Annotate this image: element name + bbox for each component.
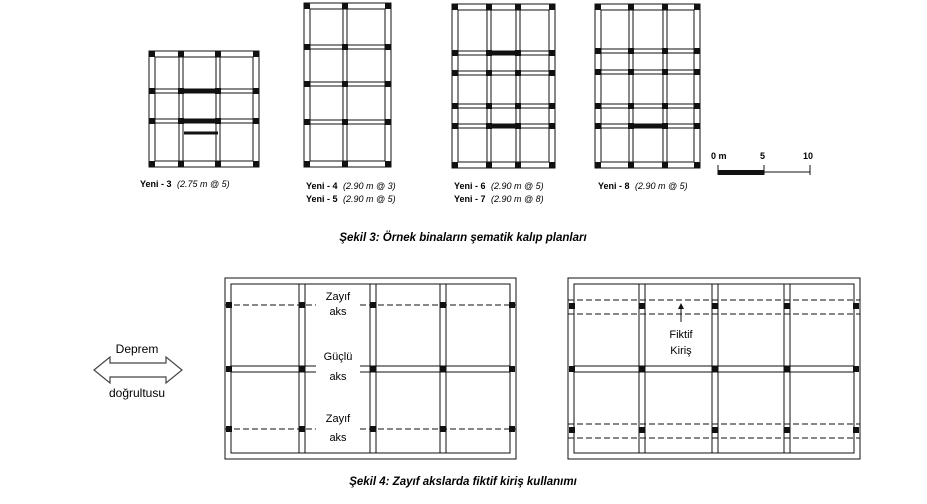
column-mark <box>628 48 634 54</box>
figure3-labels <box>140 179 688 204</box>
direction-label-line2: doğrultusu <box>108 386 166 400</box>
column-mark <box>440 366 446 372</box>
column-mark <box>304 44 310 50</box>
column-mark <box>569 427 575 433</box>
fictive-beam-label-2: Kiriş <box>670 345 692 357</box>
column-mark <box>178 118 184 124</box>
column-mark <box>304 81 310 87</box>
column-mark <box>595 123 601 129</box>
strong-axis-label-1: Güçlü <box>323 351 353 363</box>
column-mark <box>662 69 668 75</box>
column-mark <box>149 161 155 167</box>
column-mark <box>853 303 859 309</box>
column-mark <box>370 302 376 308</box>
plan-yeni-4-5 <box>304 3 391 167</box>
strong-axis-label-2: aks <box>329 371 347 383</box>
figure3-plans <box>149 3 700 168</box>
column-mark <box>784 427 790 433</box>
column-mark <box>178 51 184 57</box>
column-mark <box>149 51 155 57</box>
plan-inner-line <box>155 57 253 161</box>
column-mark <box>784 366 790 372</box>
plan-inner-line <box>601 10 694 162</box>
column-mark <box>370 426 376 432</box>
column-mark <box>385 81 391 87</box>
plan-outer-line <box>149 51 259 167</box>
column-mark <box>452 103 458 109</box>
column-mark <box>712 366 718 372</box>
column-mark <box>299 302 305 308</box>
column-mark <box>694 4 700 10</box>
column-mark <box>299 426 305 432</box>
column-mark <box>385 44 391 50</box>
column-mark <box>253 88 259 94</box>
plan-label-yeni-4: Yeni - 4 (2.90 m @ 3) <box>306 181 396 191</box>
column-mark <box>342 119 348 125</box>
figure3-caption: Şekil 3: Örnek binaların şematik kalıp planları <box>339 232 587 244</box>
scale-bar <box>711 151 813 175</box>
right-plan-labels <box>669 303 693 357</box>
column-mark <box>486 4 492 10</box>
column-mark <box>628 4 634 10</box>
column-mark <box>253 161 259 167</box>
plan-label-yeni-8: Yeni - 8 (2.90 m @ 5) <box>598 181 688 191</box>
column-mark <box>253 51 259 57</box>
plan-label-yeni-7: Yeni - 7 (2.90 m @ 8) <box>454 194 544 204</box>
column-mark <box>628 162 634 168</box>
column-mark <box>694 123 700 129</box>
weak-axis-bottom-label-2: aks <box>329 432 347 444</box>
column-mark <box>509 426 515 432</box>
column-mark <box>662 162 668 168</box>
column-mark <box>662 4 668 10</box>
weak-axis-bottom-label-1: Zayıf <box>325 413 351 425</box>
plan-outer-line <box>595 4 700 168</box>
column-mark <box>452 162 458 168</box>
column-mark <box>253 118 259 124</box>
column-mark <box>549 162 555 168</box>
column-mark <box>712 303 718 309</box>
column-mark <box>342 161 348 167</box>
column-mark <box>662 48 668 54</box>
plan-yeni-6-7 <box>452 4 555 168</box>
column-mark <box>226 426 232 432</box>
column-mark <box>515 103 521 109</box>
column-mark <box>226 366 232 372</box>
column-mark <box>694 48 700 54</box>
column-mark <box>628 69 634 75</box>
column-mark <box>595 48 601 54</box>
column-mark <box>712 427 718 433</box>
column-mark <box>385 161 391 167</box>
column-mark <box>595 4 601 10</box>
column-mark <box>342 3 348 9</box>
plan-right <box>568 278 860 459</box>
column-mark <box>694 103 700 109</box>
column-mark <box>595 69 601 75</box>
column-mark <box>452 4 458 10</box>
column-mark <box>549 50 555 56</box>
column-mark <box>628 103 634 109</box>
column-mark <box>853 366 859 372</box>
column-mark <box>595 162 601 168</box>
column-mark <box>342 44 348 50</box>
column-mark <box>549 103 555 109</box>
column-mark <box>299 366 305 372</box>
plan-left <box>225 278 516 459</box>
column-mark <box>662 103 668 109</box>
column-mark <box>385 3 391 9</box>
column-mark <box>370 366 376 372</box>
figure4-caption: Şekil 4: Zayıf akslarda fiktif kiriş kullanımı <box>349 476 577 488</box>
weak-axis-top-label-2: aks <box>329 306 347 318</box>
column-mark <box>549 123 555 129</box>
earthquake-direction-arrow <box>94 342 182 400</box>
column-mark <box>784 303 790 309</box>
column-mark <box>639 303 645 309</box>
scale-label-10: 10 <box>803 151 814 161</box>
plan-yeni-8 <box>595 4 700 168</box>
column-mark <box>569 366 575 372</box>
scale-label-0: 0 m <box>711 151 727 161</box>
column-mark <box>595 103 601 109</box>
weak-axis-top-label-1: Zayıf <box>325 291 351 303</box>
column-mark <box>149 118 155 124</box>
column-mark <box>639 366 645 372</box>
column-mark <box>549 70 555 76</box>
column-mark <box>486 162 492 168</box>
column-mark <box>452 70 458 76</box>
column-mark <box>515 4 521 10</box>
column-mark <box>385 119 391 125</box>
direction-label-line1: Deprem <box>115 342 159 356</box>
column-mark <box>486 70 492 76</box>
column-mark <box>304 3 310 9</box>
column-mark <box>549 4 555 10</box>
column-mark <box>342 81 348 87</box>
column-mark <box>694 162 700 168</box>
column-mark <box>569 303 575 309</box>
column-mark <box>694 69 700 75</box>
column-mark <box>509 366 515 372</box>
scale-label-5: 5 <box>760 151 766 161</box>
column-mark <box>515 162 521 168</box>
column-mark <box>515 70 521 76</box>
column-mark <box>215 161 221 167</box>
left-plan-labels <box>316 288 360 444</box>
plan-label-yeni-3: Yeni - 3 (2.75 m @ 5) <box>140 179 230 189</box>
column-mark <box>452 123 458 129</box>
plan-outer-line <box>452 4 555 168</box>
column-mark <box>226 302 232 308</box>
plan-inner-line <box>458 10 549 162</box>
column-mark <box>486 103 492 109</box>
column-mark <box>452 50 458 56</box>
column-mark <box>509 302 515 308</box>
plan-label-yeni-6: Yeni - 6 (2.90 m @ 5) <box>454 181 544 191</box>
plan-yeni-3 <box>149 51 259 167</box>
column-mark <box>440 426 446 432</box>
column-mark <box>853 427 859 433</box>
fictive-beam-label-1: Fiktif <box>669 329 693 341</box>
plan-label-yeni-5: Yeni - 5 (2.90 m @ 5) <box>306 194 396 204</box>
column-mark <box>178 161 184 167</box>
column-mark <box>215 51 221 57</box>
column-mark <box>304 161 310 167</box>
column-mark <box>440 302 446 308</box>
column-mark <box>149 88 155 94</box>
column-mark <box>639 427 645 433</box>
column-mark <box>304 119 310 125</box>
